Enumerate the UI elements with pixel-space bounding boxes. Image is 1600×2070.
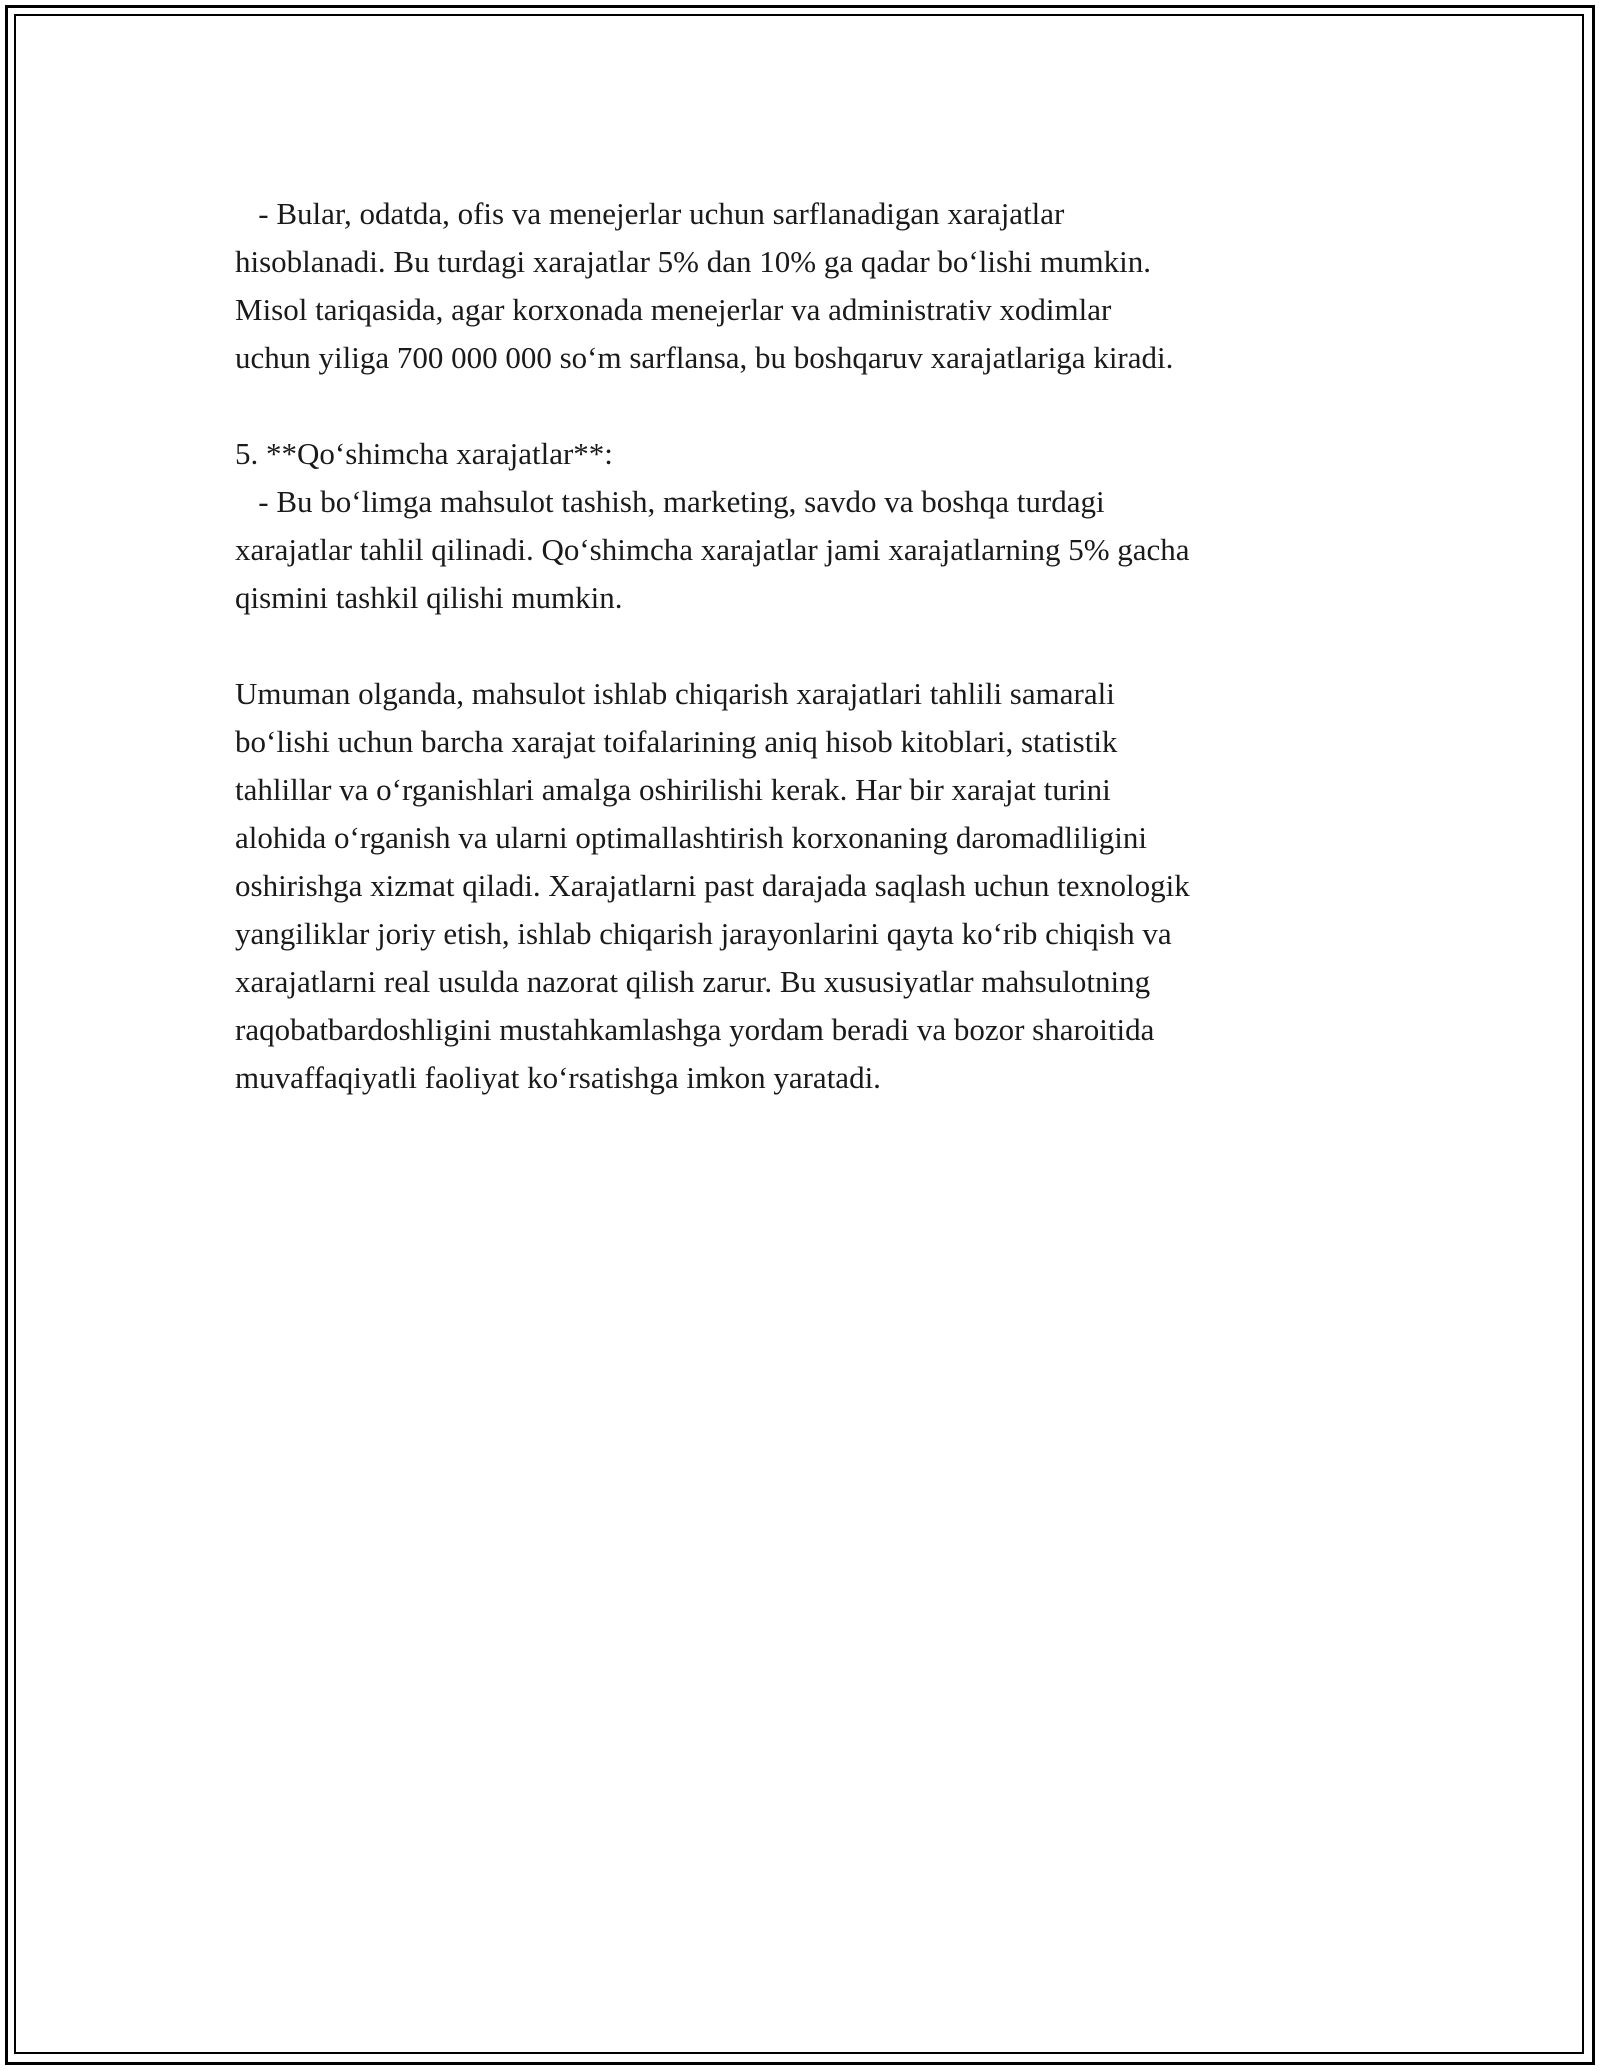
text-line: xarajatlarni real usulda nazorat qilish zarur. Bu xususiyatlar mahsulotning bbox=[235, 964, 1151, 999]
text-line: uchun yiliga 700 000 000 so‘m sarflansa, bu boshqaruv xarajatlariga kiradi. bbox=[235, 340, 1174, 375]
document-body bbox=[235, 190, 1375, 1102]
text-line: bo‘lishi uchun barcha xarajat toifalarining aniq hisob kitoblari, statistik bbox=[235, 724, 1118, 759]
text-line: alohida o‘rganish va ularni optimallashtirish korxonaning daromadliligini bbox=[235, 820, 1148, 855]
paragraph-additional-costs bbox=[235, 430, 1375, 622]
text-line: - Bu bo‘limga mahsulot tashish, marketing, savdo va boshqa turdagi bbox=[235, 484, 1105, 519]
paragraph-conclusion bbox=[235, 670, 1375, 1102]
text-line: yangiliklar joriy etish, ishlab chiqarish jarayonlarini qayta ko‘rib chiqish va bbox=[235, 916, 1172, 951]
text-line: qismini tashkil qilishi mumkin. bbox=[235, 580, 623, 615]
text-line: tahlillar va o‘rganishlari amalga oshirilishi kerak. Har bir xarajat turini bbox=[235, 772, 1111, 807]
text-line: hisoblanadi. Bu turdagi xarajatlar 5% dan 10% ga qadar bo‘lishi mumkin. bbox=[235, 244, 1151, 279]
text-line: xarajatlar tahlil qilinadi. Qo‘shimcha xarajatlar jami xarajatlarning 5% gacha bbox=[235, 532, 1190, 567]
text-line: Umuman olganda, mahsulot ishlab chiqarish xarajatlari tahlili samarali bbox=[235, 676, 1115, 711]
paragraph-management-costs bbox=[235, 190, 1375, 382]
text-line: oshirishga xizmat qiladi. Xarajatlarni past darajada saqlash uchun texnologik bbox=[235, 868, 1190, 903]
paragraph-spacer bbox=[235, 382, 1375, 430]
section-heading: 5. **Qo‘shimcha xarajatlar**: bbox=[235, 436, 613, 471]
text-line: raqobatbardoshligini mustahkamlashga yordam beradi va bozor sharoitida bbox=[235, 1012, 1155, 1047]
text-line: muvaffaqiyatli faoliyat ko‘rsatishga imkon yaratadi. bbox=[235, 1060, 881, 1095]
text-line: Misol tariqasida, agar korxonada menejerlar va administrativ xodimlar bbox=[235, 292, 1112, 327]
text-line: - Bular, odatda, ofis va menejerlar uchun sarflanadigan xarajatlar bbox=[235, 196, 1065, 231]
paragraph-spacer bbox=[235, 622, 1375, 670]
